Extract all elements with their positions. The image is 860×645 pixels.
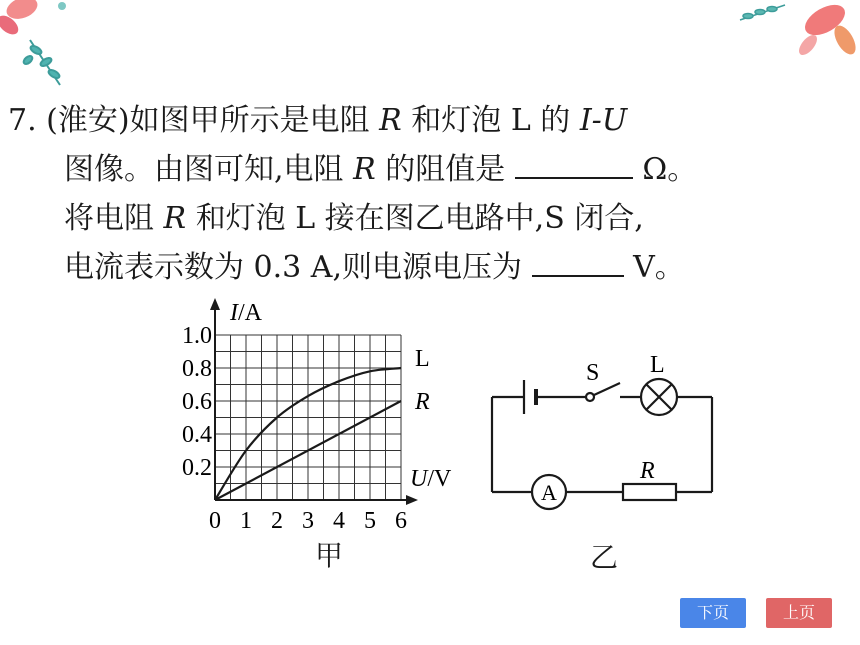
iu-chart (160, 290, 480, 540)
x-tick-label: 6 (395, 508, 407, 534)
next-page-button[interactable]: 下页 (680, 598, 746, 628)
floral-corner-icon (0, 0, 80, 95)
y-tick-label: 0.2 (182, 455, 212, 481)
circuit-diagram (480, 340, 730, 520)
resistor-label: R (640, 458, 655, 484)
resistor-body (623, 484, 676, 500)
y-axis-arrow (210, 298, 220, 310)
previous-page-button[interactable]: 上页 (766, 598, 832, 628)
x-tick-label: 3 (302, 508, 314, 534)
x-tick-label: 1 (240, 508, 252, 534)
x-tick-label: 5 (364, 508, 376, 534)
question-line-3: 将电阻 R 和灯泡 L 接在图乙电路中,S 闭合, (64, 201, 644, 236)
lamp-label: L (650, 352, 665, 378)
question-line-1: 7. (淮安)如图甲所示是电阻 R 和灯泡 L 的 I-U (8, 103, 628, 138)
series-label-L: L (415, 346, 430, 372)
figure-caption-yi: 乙 (590, 541, 619, 574)
x-axis-label: U/V (410, 466, 452, 492)
series-label-R: R (415, 389, 430, 415)
ammeter-label: A (541, 480, 557, 505)
y-tick-label: 0.6 (182, 389, 212, 415)
x-tick-label: 0 (209, 508, 221, 534)
figure-caption-jia: 甲 (315, 539, 344, 572)
question-line-4: 电流表示数为 0.3 A,则电源电压为 V。 (64, 243, 685, 292)
switch-pivot (586, 393, 594, 401)
y-tick-label: 0.8 (182, 356, 212, 382)
question-number: 7. (8, 103, 37, 138)
x-axis-arrow (406, 495, 418, 505)
answer-blank-resistance[interactable] (515, 147, 633, 179)
switch-label: S (586, 360, 600, 386)
chart-grid (215, 335, 401, 500)
x-tick-label: 2 (271, 508, 283, 534)
answer-blank-voltage[interactable] (532, 245, 624, 277)
leaf-corner-icon (730, 0, 860, 70)
question-line-2: 图像。由图可知,电阻 R 的阻值是 Ω。 (64, 145, 697, 194)
x-tick-label: 4 (333, 508, 345, 534)
y-axis-label: I/A (230, 300, 262, 326)
y-tick-label: 1.0 (182, 323, 212, 349)
y-tick-label: 0.4 (182, 422, 212, 448)
